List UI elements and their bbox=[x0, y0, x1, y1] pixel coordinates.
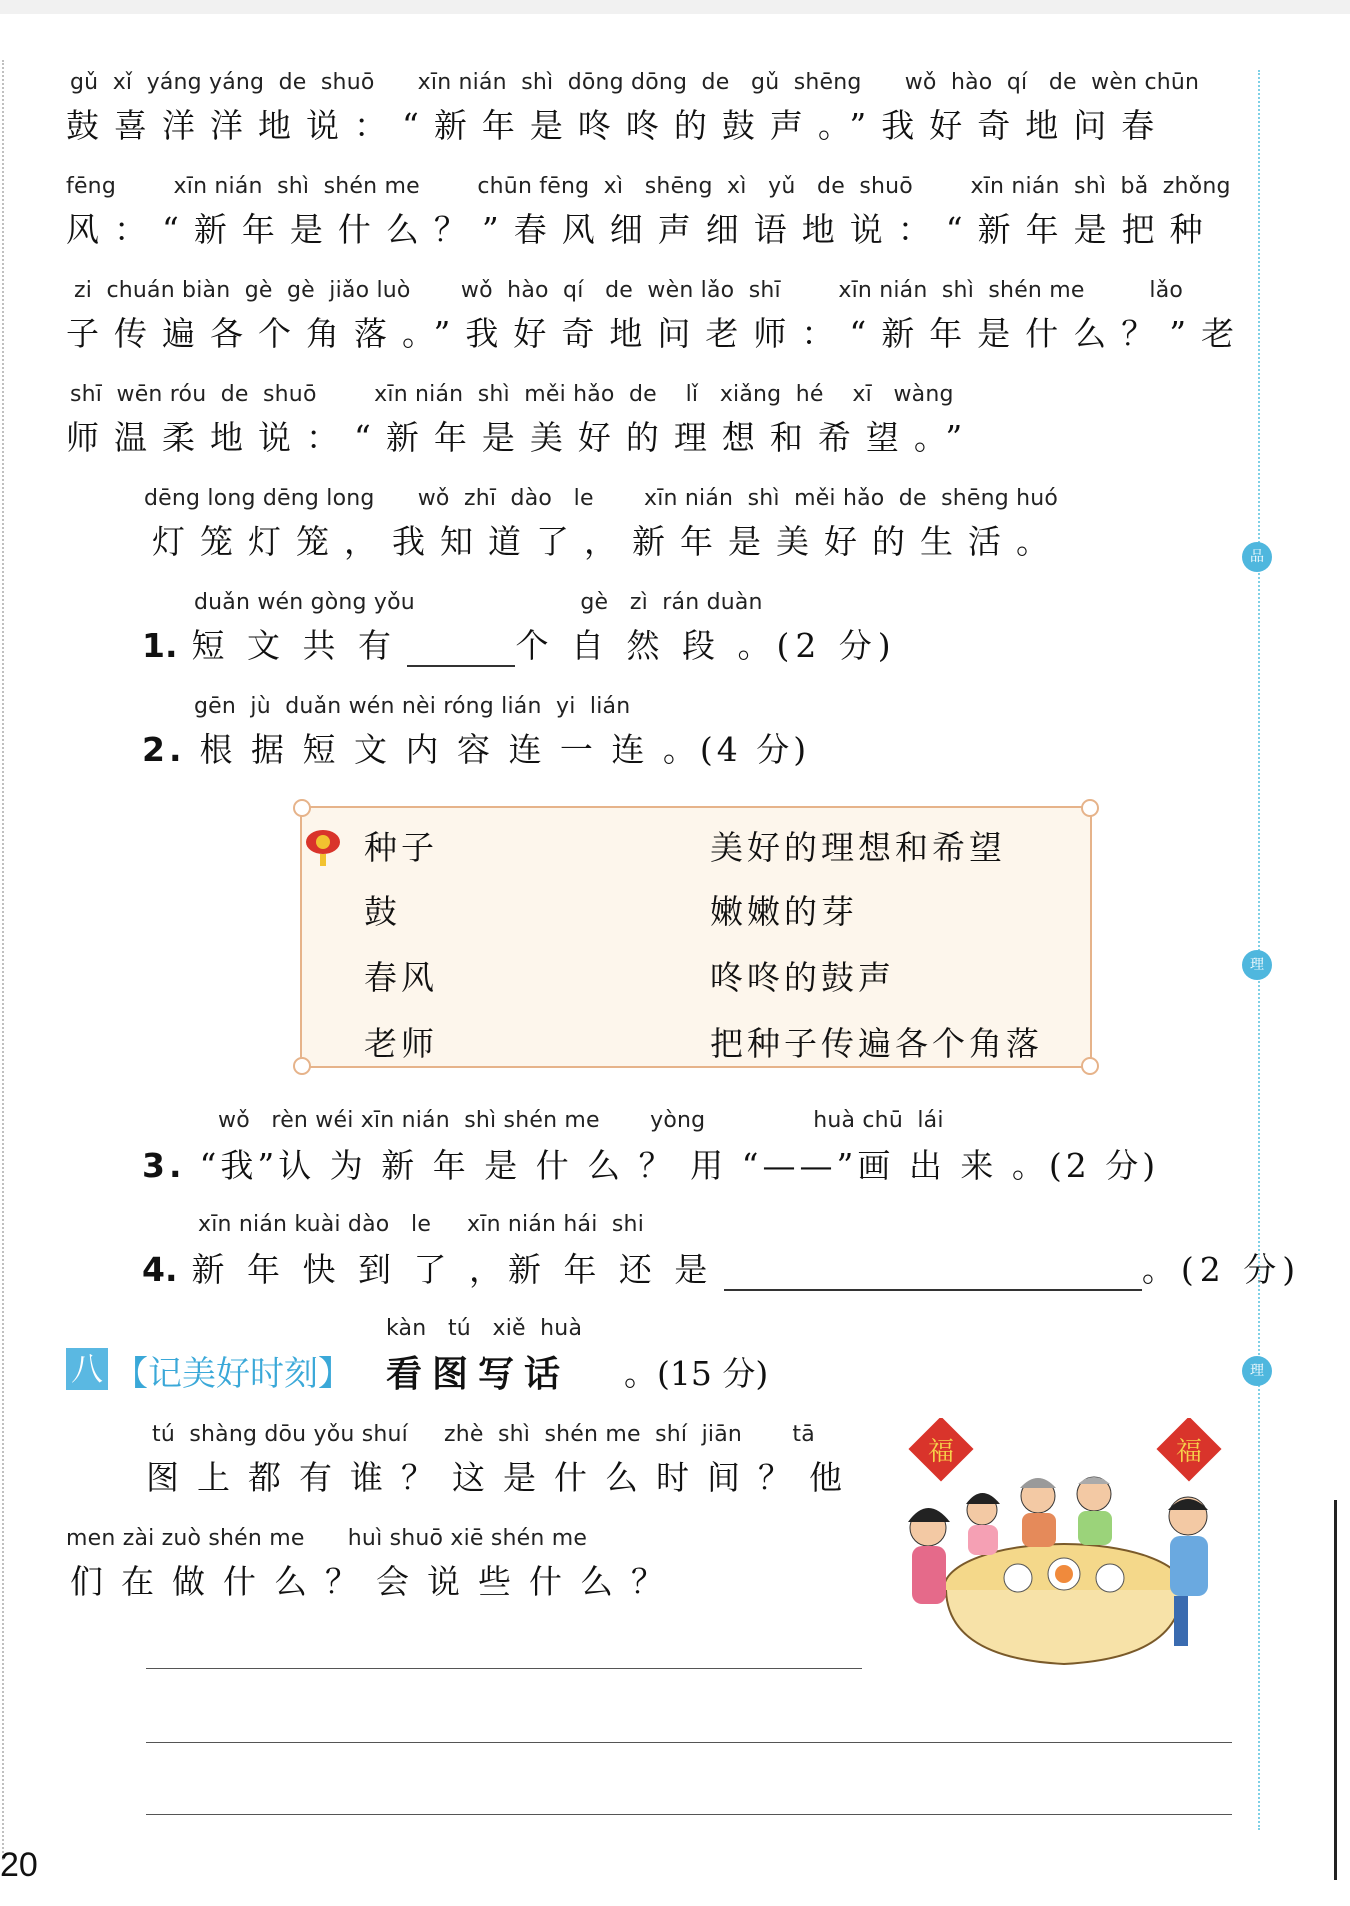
match-right-2[interactable]: 嫩嫩的芽 bbox=[710, 892, 858, 931]
passage-line-5: 灯笼灯笼，我知道了，新年是美好的生活。 bbox=[152, 522, 1064, 561]
prompt-line-1: 图上都有谁？这是什么时间？他 bbox=[146, 1458, 860, 1497]
prompt-pinyin-2: men zài zuò shén me huì shuō xiē shén me bbox=[66, 1526, 588, 1551]
q1-pinyin: duǎn wén gòng yǒu gè zì rán duàn bbox=[194, 590, 763, 615]
question-4 bbox=[142, 1244, 1301, 1291]
fu-character-right: 福 bbox=[1175, 1437, 1203, 1467]
match-left-4[interactable]: 老师 bbox=[364, 1024, 438, 1063]
match-left-2[interactable]: 鼓 bbox=[364, 892, 401, 931]
passage-pinyin-3: zi chuán biàn gè gè jiǎo luò wǒ hào qí de wèn lǎo shī xīn nián shì shén me lǎo bbox=[74, 278, 1184, 303]
passage-line-1: 鼓喜洋洋地说：“新年是咚咚的鼓声。”我好奇地问春 bbox=[66, 106, 1170, 145]
q2-pinyin: gēn jù duǎn wén nèi róng lián yi lián bbox=[194, 694, 631, 719]
q3-text: “我”认 为 新 年 是 什 么 ？ 用 “——”画 出 来 。(2 分) bbox=[199, 1146, 1160, 1185]
page-edge-shadow bbox=[1334, 1500, 1337, 1880]
box-corner bbox=[293, 799, 311, 817]
box-corner bbox=[293, 1057, 311, 1075]
writing-line-2[interactable] bbox=[146, 1742, 1232, 1743]
fu-character-left: 福 bbox=[927, 1437, 955, 1467]
q3-pinyin: wǒ rèn wéi xīn nián shì shén me yòng huà chū lái bbox=[218, 1108, 944, 1133]
writing-line-1[interactable] bbox=[146, 1668, 862, 1669]
q1-text-after: 个 自 然 段 。(2 分) bbox=[515, 626, 897, 665]
match-left-1[interactable]: 种子 bbox=[364, 828, 438, 867]
passage-pinyin-1: gǔ xǐ yáng yáng de shuō xīn nián shì dōng dōng de gǔ shēng wǒ hào qí de wèn chūn bbox=[70, 70, 1200, 95]
question-3 bbox=[142, 1140, 1159, 1187]
section8-heading: 看图写话 bbox=[386, 1353, 571, 1395]
prompt-pinyin-1: tú shàng dōu yǒu shuí zhè shì shén me shí jiān tā bbox=[152, 1422, 815, 1447]
fu-sign-left bbox=[908, 1418, 973, 1482]
q3-number: 3. bbox=[142, 1146, 186, 1185]
family-dinner-illustration bbox=[888, 1418, 1240, 1668]
left-binding-dots bbox=[2, 60, 4, 1860]
q4-text-after: 。(2 分) bbox=[1141, 1250, 1302, 1289]
q4-pinyin: xīn nián kuài dào le xīn nián hái shi bbox=[198, 1212, 645, 1237]
match-right-4[interactable]: 把种子传遍各个角落 bbox=[710, 1024, 1043, 1063]
q1-answer-blank[interactable] bbox=[407, 665, 515, 667]
question-1 bbox=[142, 620, 897, 667]
match-right-1[interactable]: 美好的理想和希望 bbox=[710, 828, 1006, 867]
match-left-3[interactable]: 春风 bbox=[364, 958, 438, 997]
passage-line-2: 风：“新年是什么？”春风细声细语地说：“新年是把种 bbox=[66, 210, 1218, 249]
q1-number: 1. bbox=[142, 626, 178, 665]
side-tab-2: 理 bbox=[1242, 950, 1272, 980]
q1-text-before: 短 文 共 有 bbox=[191, 626, 397, 665]
top-band bbox=[0, 0, 1350, 14]
box-corner bbox=[1081, 799, 1099, 817]
q4-answer-blank[interactable] bbox=[724, 1289, 1142, 1291]
side-tab-3: 理 bbox=[1242, 1356, 1272, 1386]
fu-sign-right bbox=[1156, 1418, 1221, 1482]
writing-line-3[interactable] bbox=[146, 1814, 1232, 1815]
section8-score: 。(15 分) bbox=[624, 1354, 769, 1393]
box-corner bbox=[1081, 1057, 1099, 1075]
q4-number: 4. bbox=[142, 1250, 178, 1289]
q2-text: 根 据 短 文 内 容 连 一 连 。(4 分) bbox=[199, 730, 811, 769]
passage-pinyin-4: shī wēn róu de shuō xīn nián shì měi hǎo de lǐ xiǎng hé xī wàng bbox=[70, 382, 954, 407]
page-number: 20 bbox=[0, 1846, 38, 1884]
q4-text-before: 新 年 快 到 了 ，新 年 还 是 bbox=[191, 1250, 714, 1289]
q2-number: 2. bbox=[142, 730, 186, 769]
passage-line-4: 师温柔地说：“新年是美好的理想和希望。” bbox=[66, 418, 978, 457]
prompt-line-2: 们在做什么？会说些什么？ bbox=[70, 1562, 682, 1601]
question-2 bbox=[142, 724, 810, 771]
section8-pinyin: kàn tú xiě huà bbox=[386, 1316, 583, 1341]
section8-title: 【记美好时刻】 bbox=[114, 1354, 352, 1394]
match-right-3[interactable]: 咚咚的鼓声 bbox=[710, 958, 895, 997]
passage-pinyin-5: dēng long dēng long wǒ zhī dào le xīn nián shì měi hǎo de shēng huó bbox=[144, 486, 1059, 511]
passage-line-3: 子传遍各个角落。”我好奇地问老师：“新年是什么？”老 bbox=[66, 314, 1250, 353]
side-tab-1: 品 bbox=[1242, 542, 1272, 572]
passage-pinyin-2: fēng xīn nián shì shén me chūn fēng xì shēng xì yǔ de shuō xīn nián shì bǎ zhǒng bbox=[66, 174, 1231, 199]
section8-badge: 八 bbox=[66, 1348, 108, 1390]
lantern-icon bbox=[302, 826, 344, 868]
